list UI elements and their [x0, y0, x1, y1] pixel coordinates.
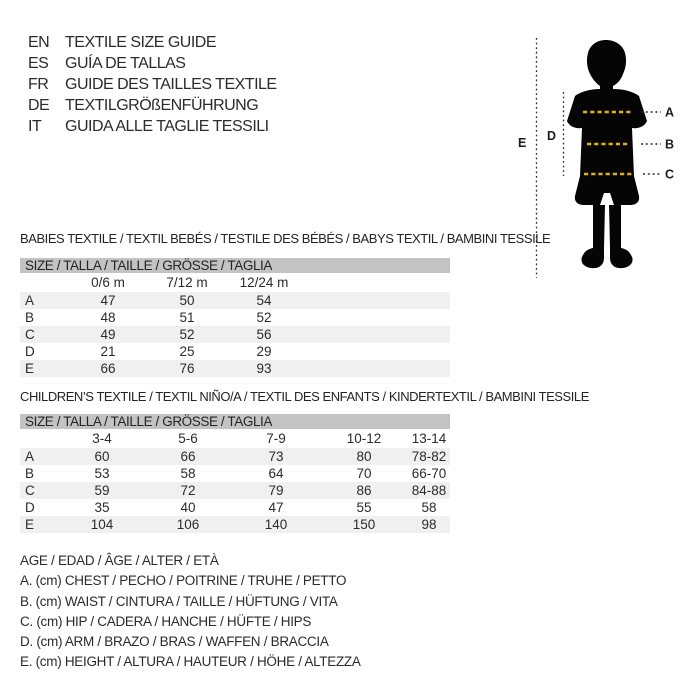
size-value-cell: 40: [180, 500, 196, 515]
row-label-cell: E: [25, 517, 35, 532]
table-row: [20, 326, 450, 343]
silhouette-shorts: [575, 176, 639, 205]
row-label-cell: E: [25, 361, 35, 376]
size-value-cell: 25: [179, 344, 195, 359]
size-value-cell: 55: [356, 500, 372, 515]
language-title-list: [28, 32, 277, 137]
silhouette-left-leg: [593, 205, 605, 248]
size-value-cell: 50: [179, 293, 195, 308]
marker-label-a: A: [665, 105, 675, 120]
row-label-cell: C: [25, 327, 35, 342]
size-value-cell: 79: [268, 483, 284, 498]
size-value-cell: 84-88: [411, 483, 447, 498]
spacer-cell: [306, 326, 450, 343]
row-label-cell: A: [25, 293, 35, 308]
language-title: GUÍA DE TALLAS: [65, 55, 186, 72]
size-value-cell: 53: [94, 466, 110, 481]
row-label-cell: B: [25, 466, 35, 481]
language-code: IT: [28, 118, 42, 135]
legend-line-age: AGE / EDAD / ÂGE / ALTER / ETÀ: [20, 553, 219, 568]
marker-label-e: E: [518, 136, 527, 150]
size-value-cell: 73: [268, 449, 284, 464]
size-value-cell: 48: [100, 310, 116, 325]
language-code: FR: [28, 76, 49, 93]
language-title: GUIDE DES TAILLES TEXTILE: [65, 76, 277, 93]
babies-size-table: [20, 258, 450, 377]
language-code: DE: [28, 97, 50, 114]
silhouette-right-shoe: [610, 248, 633, 268]
measurement-legend: [20, 551, 361, 673]
row-label-cell: D: [25, 500, 35, 515]
marker-label-b: B: [665, 137, 675, 152]
row-label-cell: A: [25, 449, 35, 464]
size-header-bar: SIZE / TALLA / TAILLE / GRÖSSE / TAGLIA: [20, 414, 450, 429]
silhouette-left-shoe: [581, 248, 604, 268]
column-header-cell: 7-9: [266, 431, 286, 446]
legend-line-chest: A. (cm) CHEST / PECHO / POITRINE / TRUHE / PETTO: [20, 573, 347, 589]
size-value-cell: 93: [256, 361, 272, 376]
size-value-cell: 54: [256, 293, 272, 308]
size-value-cell: 78-82: [411, 449, 447, 464]
language-row: [28, 116, 277, 137]
language-title: GUIDA ALLE TAGLIE TESSILI: [65, 118, 269, 135]
size-value-cell: 59: [94, 483, 110, 498]
size-value-cell: 66: [180, 449, 196, 464]
column-header-cell: 10-12: [346, 431, 382, 446]
spacer-cell: [306, 292, 450, 309]
size-header-bar-row: [20, 414, 450, 429]
spacer-cell: [20, 429, 60, 448]
table-row: [20, 516, 450, 533]
size-value-cell: 72: [180, 483, 196, 498]
children-size-table: [20, 414, 450, 533]
size-value-cell: 35: [94, 500, 110, 515]
language-row: [28, 74, 277, 95]
language-row: [28, 32, 277, 53]
silhouette-head: [587, 40, 626, 91]
table-row: [20, 292, 450, 309]
language-title: TEXTILE SIZE GUIDE: [65, 34, 217, 51]
table-row: [20, 309, 450, 326]
size-header-bar-row: [20, 258, 450, 273]
size-value-cell: 76: [179, 361, 195, 376]
row-label-cell: C: [25, 483, 35, 498]
legend-line-waist: B. (cm) WAIST / CINTURA / TAILLE / HÜFTUNG / VITA: [20, 593, 338, 609]
size-header-bar: SIZE / TALLA / TAILLE / GRÖSSE / TAGLIA: [20, 258, 450, 273]
spacer-cell: [20, 273, 64, 292]
size-value-cell: 52: [179, 327, 195, 342]
size-value-cell: 47: [268, 500, 284, 515]
marker-label-c: C: [665, 167, 675, 182]
size-value-cell: 52: [256, 310, 272, 325]
table-row: [20, 343, 450, 360]
size-value-cell: 140: [264, 517, 288, 532]
column-header-cell: 13-14: [411, 431, 447, 446]
marker-label-d: D: [547, 129, 557, 143]
size-value-cell: 150: [352, 517, 376, 532]
column-header-row: [20, 429, 450, 448]
row-label-cell: D: [25, 344, 35, 359]
size-value-cell: 64: [268, 466, 284, 481]
size-value-cell: 104: [90, 517, 114, 532]
language-row: [28, 53, 277, 74]
size-value-cell: 106: [176, 517, 200, 532]
column-header-cell: 12/24 m: [239, 275, 289, 290]
size-value-cell: 98: [421, 517, 437, 532]
size-value-cell: 86: [356, 483, 372, 498]
legend-line-arm: D. (cm) ARM / BRAZO / BRAS / WAFFEN / BRACCIA: [20, 634, 329, 650]
size-value-cell: 47: [100, 293, 116, 308]
size-value-cell: 21: [100, 344, 116, 359]
child-silhouette: [567, 40, 647, 268]
language-code: ES: [28, 55, 49, 72]
language-row: [28, 95, 277, 116]
column-header-cell: 0/6 m: [91, 275, 125, 290]
legend-line-height: E. (cm) HEIGHT / ALTURA / HAUTEUR / HÖHE / ALTEZZA: [20, 654, 361, 670]
spacer-cell: [306, 343, 450, 360]
language-title: TEXTILGRÖßENFÜHRUNG: [65, 97, 259, 114]
spacer-cell: [306, 360, 450, 377]
children-section-heading: CHILDREN’S TEXTILE / TEXTIL NIÑO/A / TEXTIL DES ENFANTS / KINDERTEXTIL / BAMBINI TESSILE: [20, 389, 589, 404]
table-row: [20, 360, 450, 377]
legend-line-hip: C. (cm) HIP / CADERA / HANCHE / HÜFTE / HIPS: [20, 613, 312, 629]
table-row: [20, 448, 450, 465]
size-value-cell: 51: [179, 310, 195, 325]
column-header-cell: 3-4: [92, 431, 112, 446]
row-label-cell: B: [25, 310, 35, 325]
babies-section-heading: BABIES TEXTILE / TEXTIL BEBÉS / TESTILE DES BÉBÉS / BABYS TEXTIL / BAMBINI TESSILE: [20, 231, 551, 246]
size-value-cell: 29: [256, 344, 272, 359]
size-value-cell: 60: [94, 449, 110, 464]
silhouette-right-leg: [609, 205, 621, 248]
spacer-cell: [306, 273, 450, 292]
size-value-cell: 80: [356, 449, 372, 464]
column-header-cell: 5-6: [178, 431, 198, 446]
table-row: [20, 465, 450, 482]
size-value-cell: 66: [100, 361, 116, 376]
size-value-cell: 58: [421, 500, 437, 515]
spacer-cell: [306, 309, 450, 326]
silhouette-shirt: [567, 89, 647, 176]
size-value-cell: 56: [256, 327, 272, 342]
language-code: EN: [28, 34, 50, 51]
column-header-row: [20, 273, 450, 292]
size-value-cell: 70: [356, 466, 372, 481]
table-row: [20, 482, 450, 499]
size-value-cell: 58: [180, 466, 196, 481]
size-value-cell: 66-70: [411, 466, 447, 481]
size-value-cell: 49: [100, 327, 116, 342]
table-row: [20, 499, 450, 516]
column-header-cell: 7/12 m: [166, 275, 208, 290]
